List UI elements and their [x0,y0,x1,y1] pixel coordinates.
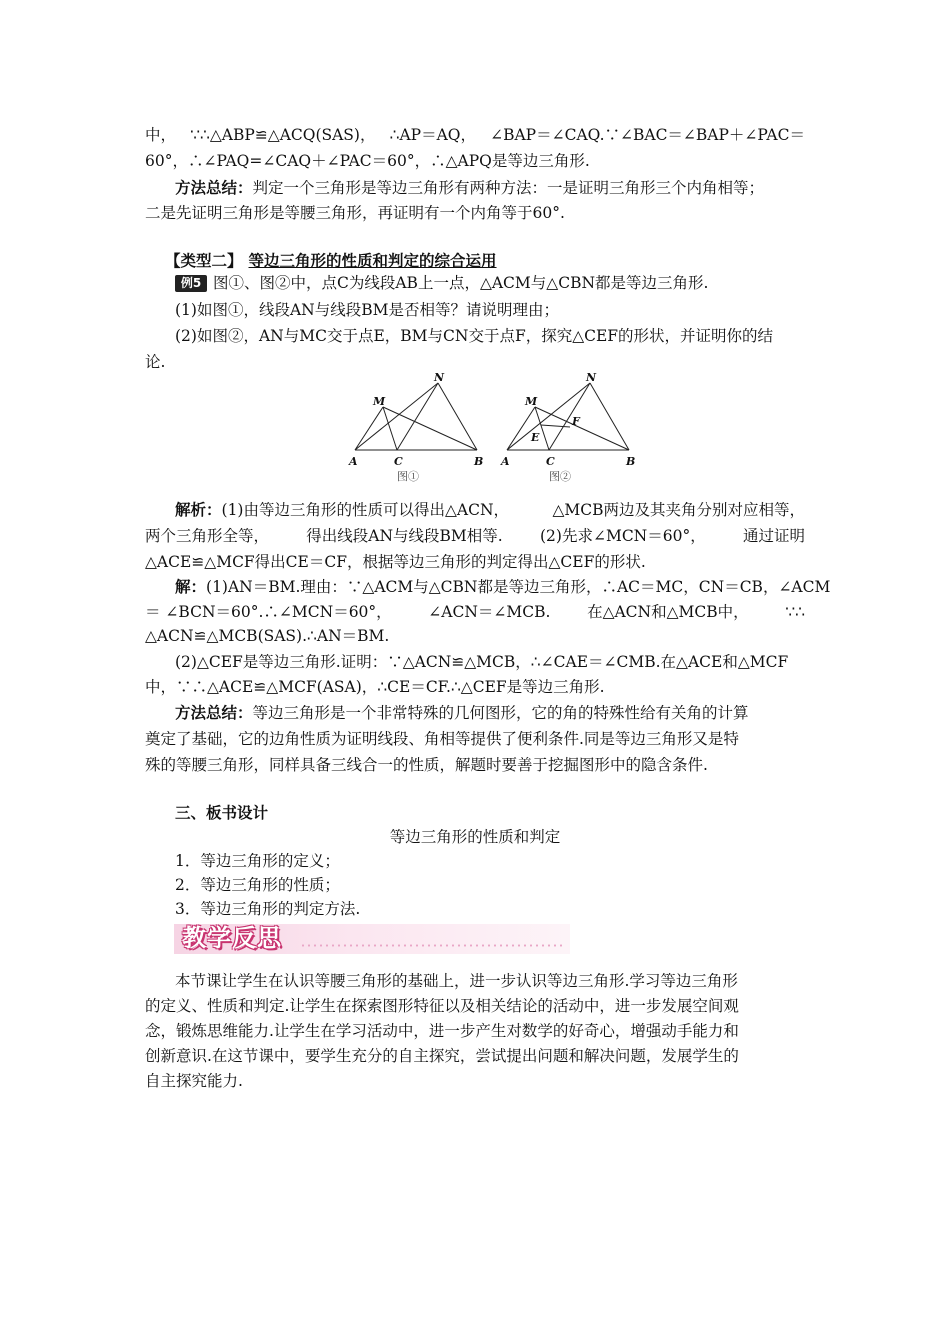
summary-text: 等边三角形是一个非常特殊的几何图形，它的角的特殊性给有关角的计算 [252,704,749,722]
reflection-line-2: 的定义、性质和判定.让学生在探索图形特征以及相关结论的活动中，进一步发展空间观 [145,997,739,1015]
board-item: 2．等边三角形的性质； [175,876,340,894]
analysis-text: △MCB两边及其夹角分别对应相等， [552,501,805,519]
summary-text: 判定一个三角形是等边三角形有两种方法：一是证明三角形三个内角相等； [252,179,765,197]
example-badge: 例5 [175,275,207,292]
label-a: A [349,455,358,468]
method-summary-2-line-3: 殊的等腰三角形，同样具备三线合一的性质，解题时要善于挖掘图形中的隐含条件. [145,756,708,774]
board-item: 1．等边三角形的定义； [175,852,340,870]
figure-1 [345,370,490,488]
method-summary-1 [175,177,764,199]
solution-text: 在△ACN和△MCB中， [587,603,749,621]
example-stem-text: 图①、图②中，点C为线段AB上一点，△ACM与△CBN都是等边三角形. [213,274,709,292]
label-n: N [434,371,445,384]
reflection-banner-title: 教学反思 [182,924,282,952]
method-summary-2 [175,702,749,724]
label-a: A [501,455,510,468]
solution-line-1 [175,576,830,598]
reflection-line-1: 本节课让学生在认识等腰三角形的基础上，进一步认识等边三角形.学习等边三角形 [175,972,738,990]
type2-label: 【类型二】 [165,251,243,270]
proof-text: 中， [145,126,177,144]
summary-label: 方法总结： [175,703,253,722]
question-1: (1)如图①，线段AN与线段BM是否相等？请说明理由； [175,301,559,319]
banner-dots [300,944,565,947]
solution-line-5: 中，∵∴△ACE≌△MCF(ASA)，∴CE＝CF.∴△CEF是等边三角形. [145,678,605,696]
solution-text: ∠ACN＝∠MCB. [428,603,551,621]
analysis-text: (1)由等边三角形的性质可以得出△ACN， [221,501,510,519]
analysis-text: (2)先求∠MCN＝60°， [540,527,706,545]
method-summary-2-line-2: 奠定了基础，它的边角性质为证明线段、角相等提供了便利条件.同是等边三角形又是特 [145,730,739,748]
solution-text: ∵∴ [785,603,805,621]
type2-heading [165,250,497,272]
proof-line-1 [145,124,805,146]
label-e: E [531,431,540,444]
analysis-line-3: △ACE≌△MCF得出CE＝CF，根据等边三角形的判定得出△CEF的形状. [145,553,646,571]
summary-label: 方法总结： [175,178,253,197]
label-b: B [474,455,484,468]
analysis-line-2 [145,525,805,547]
proof-line-2: 60°，∴∠PAQ=∠CAQ＋∠PAC＝60°，∴△APQ是等边三角形. [145,152,590,170]
label-b: B [626,455,636,468]
label-f: F [572,415,580,428]
reflection-line-4: 创新意识.在这节课中，要学生充分的自主探究，尝试提出问题和解决问题，发展学生的 [145,1047,739,1065]
analysis-label: 解析： [175,500,222,519]
proof-text: ∴AP＝AQ， [389,126,476,144]
solution-line-4: (2)△CEF是等边三角形.证明：∵△ACN≌△MCB，∴∠CAE＝∠CMB.在△ACE和△MCF [175,653,789,671]
question-2-cont: 论. [145,353,166,371]
board-heading: 三、板书设计 [175,803,269,822]
analysis-text: 通过证明 [742,527,805,545]
solution-text: ＝ ∠BCN＝60°.∴∠MCN＝60°， [145,603,392,621]
solution-line-2 [145,601,805,623]
figure-2 [497,370,642,488]
method-summary-1-cont: 二是先证明三角形是等腰三角形，再证明有一个内角等于60°. [145,204,565,222]
label-m: M [373,395,386,408]
analysis-text: 得出线段AN与线段BM相等. [306,527,503,545]
example-stem [175,272,708,294]
proof-text: ∵∴△ABP≌△ACQ(SAS)， [190,126,376,144]
reflection-line-3: 念，锻炼思维能力.让学生在学习活动中，进一步产生对数学的好奇心，增强动手能力和 [145,1022,739,1040]
analysis-line-1 [175,499,805,521]
reflection-line-5: 自主探究能力. [145,1072,243,1090]
figure-1-caption: 图① [397,470,419,483]
analysis-text: 两个三角形全等， [145,527,270,545]
type2-title: 等边三角形的性质和判定的综合运用 [248,251,497,270]
solution-text: (1)AN＝BM.理由：∵△ACM与△CBN都是等边三角形，∴AC＝MC，CN＝CB，∠ACM [206,578,831,596]
label-m: M [525,395,538,408]
proof-text: ∠BAP＝∠CAQ.∵∠BAC＝∠BAP＋∠PAC＝ [490,126,805,144]
label-n: N [586,371,597,384]
label-c: C [394,455,403,468]
question-2: (2)如图②，AN与MC交于点E，BM与CN交于点F，探究△CEF的形状，并证明你的结 [175,327,774,345]
solution-label: 解： [175,577,207,596]
figure-2-caption: 图② [549,470,571,483]
board-title: 等边三角形的性质和判定 [389,828,561,846]
solution-line-3: △ACN≌△MCB(SAS).∴AN＝BM. [145,627,390,645]
label-c: C [546,455,555,468]
board-item: 3．等边三角形的判定方法. [175,900,361,918]
